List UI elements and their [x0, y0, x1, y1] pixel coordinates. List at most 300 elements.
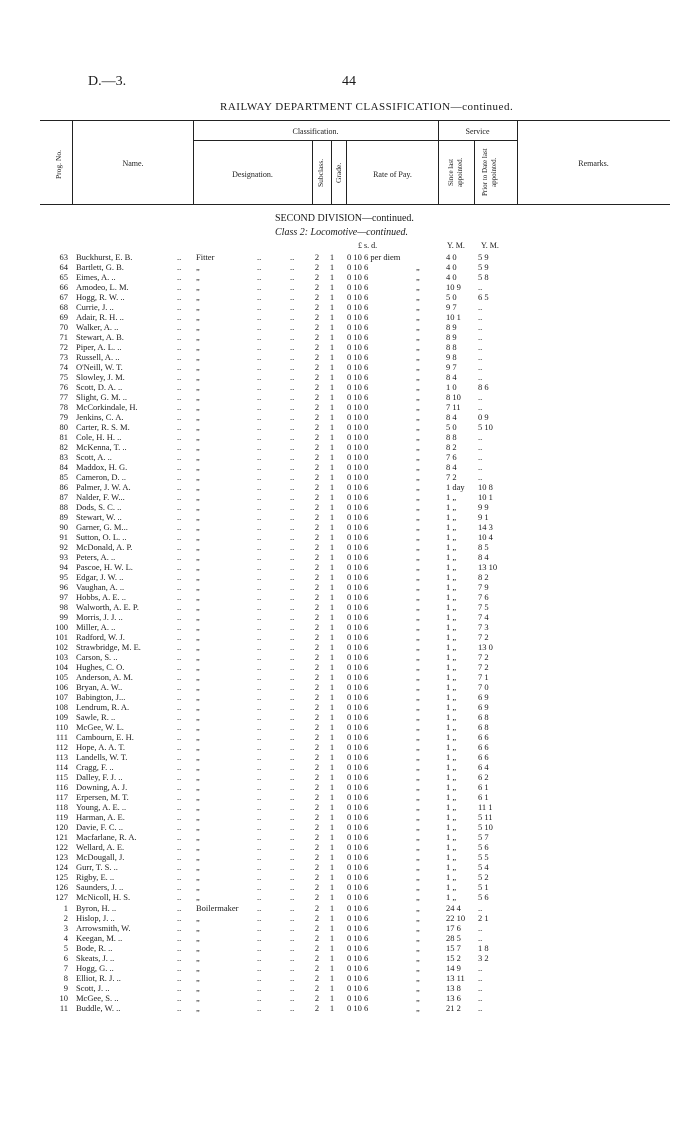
designation-cell: „: [196, 732, 200, 742]
leader-dots: ..: [290, 812, 295, 822]
ditto-mark: „: [416, 742, 420, 752]
name-cell: Currie, J. ..: [76, 302, 114, 312]
ditto-mark: „: [416, 352, 420, 362]
leader-dots: ..: [257, 792, 262, 802]
table-row: [0, 872, 700, 882]
grade-cell: 1: [329, 852, 335, 862]
leader-dots: ..: [257, 252, 262, 262]
leader-dots: ..: [257, 852, 262, 862]
subclass-cell: 2: [314, 903, 320, 913]
leader-dots: ..: [177, 482, 182, 492]
name-cell: Hogg, G. ..: [76, 963, 114, 973]
table-row: [0, 712, 700, 722]
leader-dots: ..: [177, 412, 182, 422]
name-cell: Lendrum, R. A.: [76, 702, 130, 712]
since-last-cell: 1 „: [446, 622, 457, 632]
leader-dots: ..: [290, 332, 295, 342]
grade-cell: 1: [329, 882, 335, 892]
leader-dots: ..: [290, 993, 295, 1003]
leader-dots: ..: [290, 832, 295, 842]
subclass-cell: 2: [314, 542, 320, 552]
leader-dots: ..: [290, 862, 295, 872]
ditto-mark: „: [416, 382, 420, 392]
designation-cell: „: [196, 852, 200, 862]
grade-cell: 1: [329, 362, 335, 372]
designation-cell: „: [196, 502, 200, 512]
leader-dots: ..: [257, 312, 262, 322]
since-last-cell: 15 7: [446, 943, 461, 953]
prog-no-cell: 79: [59, 412, 68, 422]
ditto-mark: „: [416, 852, 420, 862]
ditto-mark: „: [416, 412, 420, 422]
leader-dots: ..: [257, 923, 262, 933]
ditto-mark: „: [416, 1003, 420, 1013]
prog-no-cell: 109: [55, 712, 68, 722]
page-number: 44: [342, 74, 356, 89]
table-row: [0, 953, 700, 963]
leader-dots: ..: [257, 862, 262, 872]
subclass-cell: 2: [314, 872, 320, 882]
name-cell: Skeats, J. ..: [76, 953, 115, 963]
rate-of-pay-cell: 0 10 6: [347, 712, 369, 722]
leader-dots: ..: [290, 302, 295, 312]
table-row: [0, 622, 700, 632]
designation-cell: „: [196, 822, 200, 832]
rate-of-pay-cell: 0 10 6: [347, 382, 369, 392]
since-last-cell: 1 „: [446, 552, 457, 562]
grade-cell: 1: [329, 742, 335, 752]
leader-dots: ..: [290, 592, 295, 602]
leader-dots: ..: [290, 252, 295, 262]
name-cell: Bartlett, G. B.: [76, 262, 124, 272]
subclass-cell: 2: [314, 842, 320, 852]
grade-cell: 1: [329, 512, 335, 522]
leader-dots: ..: [257, 262, 262, 272]
leader-dots: ..: [257, 302, 262, 312]
rate-of-pay-cell: 0 10 0: [347, 422, 369, 432]
prog-no-cell: 9: [63, 983, 68, 993]
leader-dots: ..: [290, 552, 295, 562]
table-row: [0, 542, 700, 552]
table-row: [0, 742, 700, 752]
leader-dots: ..: [177, 612, 182, 622]
leader-dots: ..: [290, 392, 295, 402]
name-cell: Strawbridge, M. E.: [76, 642, 141, 652]
header-prior-to-date: Prior to Date last appointed.: [481, 148, 498, 196]
prog-no-cell: 75: [59, 372, 68, 382]
since-last-cell: 1 „: [446, 742, 457, 752]
table-row: [0, 522, 700, 532]
table-row: [0, 692, 700, 702]
prog-no-cell: 110: [55, 722, 68, 732]
rate-of-pay-cell: 0 10 6: [347, 862, 369, 872]
subclass-cell: 2: [314, 392, 320, 402]
prog-no-cell: 8: [63, 973, 68, 983]
since-last-cell: 1 0: [446, 382, 457, 392]
pay-units: £ s. d.: [358, 241, 378, 250]
name-cell: McKenna, T. ..: [76, 442, 127, 452]
ditto-mark: „: [416, 662, 420, 672]
rate-of-pay-cell: 0 10 6: [347, 732, 369, 742]
name-cell: Cameron, D. ..: [76, 472, 127, 482]
grade-cell: 1: [329, 822, 335, 832]
grade-cell: 1: [329, 302, 335, 312]
name-cell: Rigby, E. ..: [76, 872, 115, 882]
prior-to-date-cell: 5 2: [478, 872, 489, 882]
prog-no-cell: 105: [55, 672, 68, 682]
leader-dots: ..: [290, 372, 295, 382]
since-last-cell: 8 9: [446, 332, 457, 342]
leader-dots: ..: [177, 532, 182, 542]
table-row: [0, 292, 700, 302]
leader-dots: ..: [177, 1003, 182, 1013]
designation-cell: „: [196, 382, 200, 392]
grade-cell: 1: [329, 522, 335, 532]
prog-no-cell: 78: [59, 402, 68, 412]
table-row: [0, 782, 700, 792]
grade-cell: 1: [329, 252, 335, 262]
designation-cell: „: [196, 993, 200, 1003]
rate-of-pay-cell: 0 10 6: [347, 832, 369, 842]
prior-to-date-cell: ..: [478, 993, 483, 1003]
designation-cell: „: [196, 812, 200, 822]
table-row: [0, 652, 700, 662]
grade-cell: 1: [329, 432, 335, 442]
subclass-cell: 2: [314, 262, 320, 272]
prior-to-date-cell: ..: [478, 302, 483, 312]
table-row: [0, 572, 700, 582]
ditto-mark: „: [416, 542, 420, 552]
leader-dots: ..: [257, 752, 262, 762]
designation-cell: „: [196, 372, 200, 382]
designation-cell: „: [196, 923, 200, 933]
prog-no-cell: 3: [63, 923, 68, 933]
name-cell: Byron, H. ..: [76, 903, 117, 913]
prior-to-date-cell: ..: [478, 372, 483, 382]
prog-no-cell: 113: [55, 752, 68, 762]
leader-dots: ..: [257, 342, 262, 352]
prior-to-date-cell: 1 8: [478, 943, 489, 953]
name-cell: Macfarlane, R. A.: [76, 832, 137, 842]
designation-cell: „: [196, 472, 200, 482]
prior-to-date-cell: ..: [478, 1003, 483, 1013]
table-row: [0, 472, 700, 482]
since-last-cell: 1 „: [446, 852, 457, 862]
grade-cell: 1: [329, 402, 335, 412]
leader-dots: ..: [257, 622, 262, 632]
prog-no-cell: 98: [59, 602, 68, 612]
prog-no-cell: 65: [59, 272, 68, 282]
table-row: [0, 562, 700, 572]
grade-cell: 1: [329, 1003, 335, 1013]
designation-cell: „: [196, 712, 200, 722]
designation-cell: „: [196, 632, 200, 642]
prior-to-date-cell: 7 3: [478, 622, 489, 632]
since-last-cell: 24 4: [446, 903, 461, 913]
rate-of-pay-cell: 0 10 6: [347, 913, 369, 923]
subclass-cell: 2: [314, 953, 320, 963]
grade-cell: 1: [329, 722, 335, 732]
leader-dots: ..: [177, 862, 182, 872]
rate-of-pay-cell: 0 10 6: [347, 352, 369, 362]
subclass-cell: 2: [314, 552, 320, 562]
grade-cell: 1: [329, 963, 335, 973]
rate-of-pay-cell: 0 10 0: [347, 472, 369, 482]
leader-dots: ..: [257, 412, 262, 422]
subclass-cell: 2: [314, 832, 320, 842]
name-cell: Elliot, R. J. ..: [76, 973, 121, 983]
subclass-cell: 2: [314, 882, 320, 892]
leader-dots: ..: [290, 292, 295, 302]
ditto-mark: „: [416, 532, 420, 542]
since-units: Y. M.: [447, 241, 465, 250]
table-row: [0, 462, 700, 472]
since-last-cell: 1 „: [446, 612, 457, 622]
subclass-cell: 2: [314, 682, 320, 692]
prior-to-date-cell: ..: [478, 963, 483, 973]
designation-cell: „: [196, 552, 200, 562]
prog-no-cell: 1: [63, 903, 68, 913]
ditto-mark: „: [416, 442, 420, 452]
subclass-cell: 2: [314, 612, 320, 622]
ditto-mark: „: [416, 302, 420, 312]
name-cell: McCorkindale, H.: [76, 402, 138, 412]
leader-dots: ..: [177, 432, 182, 442]
subclass-cell: 2: [314, 572, 320, 582]
table-row: [0, 762, 700, 772]
prog-no-cell: 118: [55, 802, 68, 812]
prior-to-date-cell: 8 6: [478, 382, 489, 392]
leader-dots: ..: [257, 522, 262, 532]
grade-cell: 1: [329, 292, 335, 302]
name-cell: Amodeo, L. M.: [76, 282, 129, 292]
grade-cell: 1: [329, 622, 335, 632]
rate-of-pay-cell: 0 10 6: [347, 782, 369, 792]
grade-cell: 1: [329, 862, 335, 872]
ditto-mark: „: [416, 892, 420, 902]
name-cell: Slight, G. M. ..: [76, 392, 128, 402]
leader-dots: ..: [177, 712, 182, 722]
grade-cell: 1: [329, 802, 335, 812]
designation-cell: „: [196, 362, 200, 372]
leader-dots: ..: [177, 382, 182, 392]
name-cell: Stewart, A. B.: [76, 332, 124, 342]
leader-dots: ..: [177, 622, 182, 632]
ditto-mark: „: [416, 762, 420, 772]
since-last-cell: 1 „: [446, 582, 457, 592]
grade-cell: 1: [329, 632, 335, 642]
leader-dots: ..: [177, 842, 182, 852]
subclass-cell: 2: [314, 983, 320, 993]
prior-to-date-cell: 2 1: [478, 913, 489, 923]
since-last-cell: 1 „: [446, 522, 457, 532]
subclass-cell: 2: [314, 963, 320, 973]
prior-to-date-cell: 6 6: [478, 732, 489, 742]
leader-dots: ..: [177, 572, 182, 582]
name-cell: Edgar, J. W. ..: [76, 572, 124, 582]
leader-dots: ..: [177, 492, 182, 502]
leader-dots: ..: [177, 892, 182, 902]
leader-dots: ..: [177, 582, 182, 592]
designation-cell: „: [196, 322, 200, 332]
leader-dots: ..: [290, 842, 295, 852]
prior-to-date-cell: 10 8: [478, 482, 493, 492]
table-row: [0, 362, 700, 372]
leader-dots: ..: [290, 322, 295, 332]
since-last-cell: 1 „: [446, 812, 457, 822]
leader-dots: ..: [177, 692, 182, 702]
table-row: [0, 442, 700, 452]
grade-cell: 1: [329, 732, 335, 742]
designation-cell: „: [196, 272, 200, 282]
leader-dots: ..: [257, 953, 262, 963]
rate-of-pay-cell: 0 10 6: [347, 822, 369, 832]
leader-dots: ..: [290, 442, 295, 452]
leader-dots: ..: [290, 872, 295, 882]
classification-rule: [193, 140, 438, 141]
prior-to-date-cell: 5 1: [478, 882, 489, 892]
leader-dots: ..: [177, 512, 182, 522]
subclass-cell: 2: [314, 602, 320, 612]
designation-cell: „: [196, 342, 200, 352]
subclass-cell: 2: [314, 772, 320, 782]
table-row: [0, 482, 700, 492]
leader-dots: ..: [257, 712, 262, 722]
leader-dots: ..: [290, 532, 295, 542]
leader-dots: ..: [290, 642, 295, 652]
prior-to-date-cell: ..: [478, 923, 483, 933]
name-cell: McNicoll, H. S.: [76, 892, 131, 902]
leader-dots: ..: [257, 532, 262, 542]
column-rule: [474, 140, 475, 204]
rate-of-pay-cell: 0 10 0: [347, 432, 369, 442]
leader-dots: ..: [257, 732, 262, 742]
prior-to-date-cell: 13 10: [478, 562, 498, 572]
table-row: [0, 312, 700, 322]
prior-to-date-cell: 5 10: [478, 422, 493, 432]
prog-no-cell: 83: [59, 452, 68, 462]
ditto-mark: „: [416, 422, 420, 432]
prog-no-cell: 99: [59, 612, 68, 622]
prog-no-cell: 86: [59, 482, 68, 492]
leader-dots: ..: [177, 402, 182, 412]
leader-dots: ..: [257, 552, 262, 562]
table-row: [0, 882, 700, 892]
leader-dots: ..: [257, 702, 262, 712]
prog-no-cell: 87: [59, 492, 68, 502]
prog-no-cell: 102: [55, 642, 68, 652]
leader-dots: ..: [257, 993, 262, 1003]
table-row: [0, 402, 700, 412]
ditto-mark: „: [416, 752, 420, 762]
designation-cell: „: [196, 662, 200, 672]
table-row: [0, 302, 700, 312]
leader-dots: ..: [290, 472, 295, 482]
grade-cell: 1: [329, 422, 335, 432]
rate-of-pay-cell: 0 10 6: [347, 752, 369, 762]
grade-cell: 1: [329, 672, 335, 682]
rate-of-pay-cell: 0 10 6: [347, 632, 369, 642]
leader-dots: ..: [177, 392, 182, 402]
leader-dots: ..: [257, 492, 262, 502]
table-row: [0, 262, 700, 272]
designation-cell: „: [196, 933, 200, 943]
leader-dots: ..: [257, 1003, 262, 1013]
prog-no-cell: 103: [55, 652, 68, 662]
rate-of-pay-cell: 0 10 6: [347, 592, 369, 602]
leader-dots: ..: [290, 722, 295, 732]
table-row: [0, 832, 700, 842]
leader-dots: ..: [290, 933, 295, 943]
since-last-cell: 7 11: [446, 402, 461, 412]
prior-to-date-cell: 5 11: [478, 812, 493, 822]
leader-dots: ..: [177, 272, 182, 282]
leader-dots: ..: [177, 642, 182, 652]
prior-to-date-cell: 5 5: [478, 852, 489, 862]
designation-cell: „: [196, 352, 200, 362]
leader-dots: ..: [177, 983, 182, 993]
ditto-mark: „: [416, 482, 420, 492]
subclass-cell: 2: [314, 812, 320, 822]
subclass-cell: 2: [314, 632, 320, 642]
prior-to-date-cell: 6 6: [478, 742, 489, 752]
subclass-cell: 2: [314, 252, 320, 262]
class-heading: Class 2: Locomotive—continued.: [275, 227, 409, 238]
since-last-cell: 8 4: [446, 372, 457, 382]
name-cell: Anderson, A. M.: [76, 672, 133, 682]
header-name: Name.: [122, 159, 144, 168]
prog-no-cell: 5: [63, 943, 68, 953]
leader-dots: ..: [177, 302, 182, 312]
grade-cell: 1: [329, 903, 335, 913]
designation-cell: „: [196, 782, 200, 792]
leader-dots: ..: [290, 732, 295, 742]
rate-of-pay-cell: 0 10 6: [347, 702, 369, 712]
leader-dots: ..: [257, 802, 262, 812]
prior-to-date-cell: 6 2: [478, 772, 489, 782]
since-last-cell: 1 „: [446, 722, 457, 732]
since-last-cell: 9 8: [446, 352, 457, 362]
table-row: [0, 682, 700, 692]
subclass-cell: 2: [314, 342, 320, 352]
designation-cell: „: [196, 392, 200, 402]
name-cell: Hislop, J. ..: [76, 913, 115, 923]
leader-dots: ..: [257, 963, 262, 973]
leader-dots: ..: [290, 792, 295, 802]
prior-to-date-cell: 6 8: [478, 712, 489, 722]
subclass-cell: 2: [314, 432, 320, 442]
since-last-cell: 1 „: [446, 642, 457, 652]
rate-of-pay-cell: 0 10 6: [347, 722, 369, 732]
grade-cell: 1: [329, 642, 335, 652]
prior-to-date-cell: 6 9: [478, 702, 489, 712]
leader-dots: ..: [177, 562, 182, 572]
ditto-mark: „: [416, 652, 420, 662]
prog-no-cell: 100: [55, 622, 68, 632]
rate-of-pay-cell: 0 10 6: [347, 302, 369, 312]
prior-to-date-cell: 5 6: [478, 892, 489, 902]
rate-of-pay-cell: 0 10 6: [347, 792, 369, 802]
name-cell: McDougall, J.: [76, 852, 125, 862]
leader-dots: ..: [290, 502, 295, 512]
leader-dots: ..: [177, 282, 182, 292]
designation-cell: „: [196, 832, 200, 842]
name-cell: Palmer, J. W. A.: [76, 482, 131, 492]
table-row: [0, 1003, 700, 1013]
table-row: [0, 973, 700, 983]
leader-dots: ..: [257, 632, 262, 642]
grade-cell: 1: [329, 392, 335, 402]
